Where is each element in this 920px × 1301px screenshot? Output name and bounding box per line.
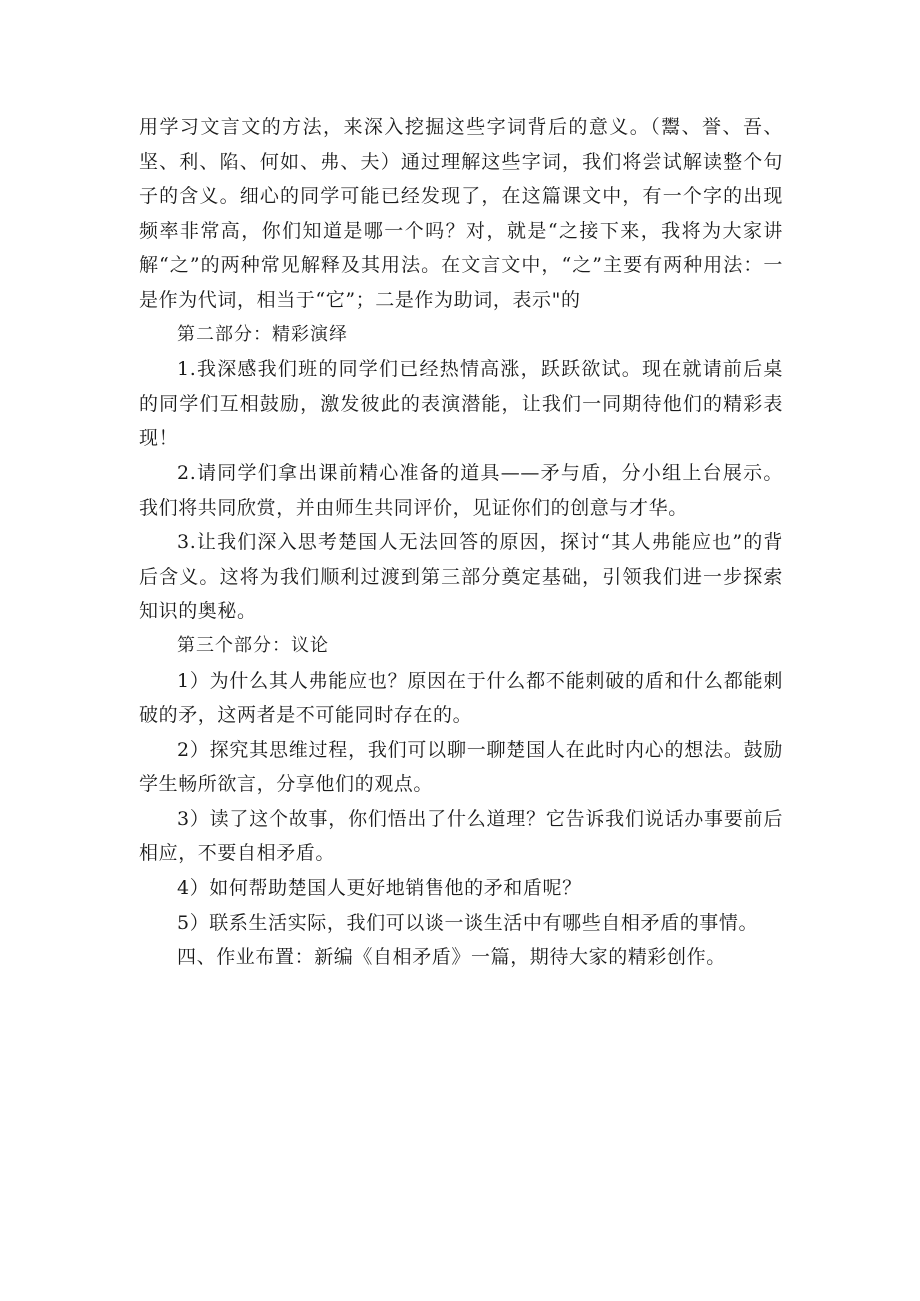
document-body xyxy=(139,110,783,975)
part3-item-1: 1）为什么其人弗能应也？原因在于什么都不能刺破的盾和什么都能刺破的矛，这两者是不可能同时存在的。 xyxy=(139,669,783,727)
intro-paragraph: 用学习文言文的方法，来深入挖掘这些字词背后的意义。（鬻、誉、吾、坚、利、陷、何如、弗、夫）通过理解这些字词，我们将尝试解读整个句子的含义。细心的同学可能已经发现了，在这篇课文中，有一个字的出现频率非常高，你们知道是哪一个吗？对，就是“之接下来，我将为大家讲解“之”的两种常见解释及其用法。在文言文中，“之”主要有两种用法：一是作为代词，相当于“它”；二是作为助词，表示"的 xyxy=(139,116,783,311)
homework-paragraph: 四、作业布置：新编《自相矛盾》一篇，期待大家的精彩创作。 xyxy=(177,946,726,969)
part3-item-4: 4）如何帮助楚国人更好地销售他的矛和盾呢？ xyxy=(177,877,582,900)
part2-item-2: 2.请同学们拿出课前精心准备的道具——矛与盾，分小组上台展示。我们将共同欣赏，并由师生共同评价，见证你们的创意与才华。 xyxy=(139,461,783,519)
part2-item-3: 3.让我们深入思考楚国人无法回答的原因，探讨“其人弗能应也”的背后含义。这将为我们顺利过渡到第三部分奠定基础，引领我们进一步探索知识的奥秘。 xyxy=(139,531,783,623)
part3-item-2: 2）探究其思维过程，我们可以聊一聊楚国人在此时内心的想法。鼓励学生畅所欲言，分享他们的观点。 xyxy=(139,738,783,796)
part2-item-1: 1.我深感我们班的同学们已经热情高涨，跃跃欲试。现在就请前后桌的同学们互相鼓励，激发彼此的表演潜能，让我们一同期待他们的精彩表现！ xyxy=(139,358,783,450)
section-heading-part3: 第三个部分：议论 xyxy=(177,634,329,656)
section-heading-part2: 第二部分：精彩演绎 xyxy=(177,323,348,345)
part3-item-5: 5）联系生活实际，我们可以谈一谈生活中有哪些自相矛盾的事情。 xyxy=(177,911,759,934)
part3-item-3: 3）读了这个故事，你们悟出了什么道理？它告诉我们说话办事要前后相应，不要自相矛盾。 xyxy=(139,807,783,865)
